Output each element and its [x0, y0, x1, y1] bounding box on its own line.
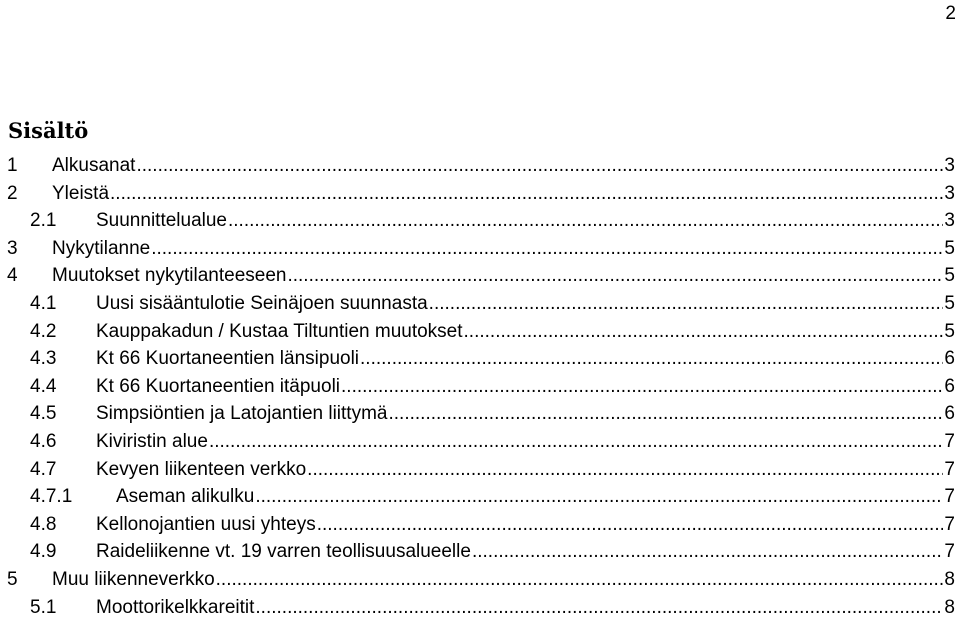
- table-of-contents: [0, 154, 959, 623]
- toc-entry-page: 5: [943, 238, 955, 260]
- toc-entry[interactable]: [0, 237, 959, 265]
- toc-entry-number: 5.1: [30, 597, 56, 619]
- toc-entry-title: Kiviristin alue: [96, 431, 209, 453]
- toc-entry[interactable]: [0, 540, 959, 568]
- dot-leader: [110, 183, 943, 205]
- toc-entry-title: Muu liikenneverkko: [52, 569, 216, 591]
- dot-leader: [255, 597, 943, 619]
- toc-entry[interactable]: [0, 458, 959, 486]
- toc-entry[interactable]: [0, 513, 959, 541]
- toc-entry-number: 3: [7, 238, 18, 260]
- dot-leader: [287, 265, 943, 287]
- dot-leader: [429, 293, 944, 315]
- toc-entry-number: 4.7.1: [30, 486, 72, 508]
- toc-entry-number: 4.3: [30, 348, 56, 370]
- dot-leader: [151, 238, 943, 260]
- toc-entry-title: Aseman alikulku: [116, 486, 255, 508]
- toc-entry-page: 7: [943, 431, 955, 453]
- dot-leader: [136, 155, 943, 177]
- dot-leader: [472, 541, 943, 563]
- toc-entry-page: 3: [943, 183, 955, 205]
- toc-entry-number: 4.4: [30, 376, 56, 398]
- toc-entry-number: 2.1: [30, 210, 56, 232]
- toc-entry-page: 6: [943, 403, 955, 425]
- toc-entry-title: Yleistä: [52, 183, 110, 205]
- toc-entry[interactable]: [0, 182, 959, 210]
- toc-entry-page: 7: [943, 541, 955, 563]
- toc-entry-page: 3: [943, 155, 955, 177]
- toc-entry[interactable]: [0, 485, 959, 513]
- toc-entry-page: 5: [943, 293, 955, 315]
- toc-entry-title: Kellonojantien uusi yhteys: [96, 514, 317, 536]
- toc-entry[interactable]: [0, 264, 959, 292]
- toc-entry-title: Kt 66 Kuortaneentien länsipuoli: [96, 348, 360, 370]
- toc-entry[interactable]: [0, 402, 959, 430]
- toc-entry-number: 4: [7, 265, 18, 287]
- toc-entry-title: Simpsiöntien ja Latojantien liittymä: [96, 403, 389, 425]
- toc-entry[interactable]: [0, 209, 959, 237]
- dot-leader: [360, 348, 943, 370]
- dot-leader: [389, 403, 944, 425]
- toc-entry-page: 3: [943, 210, 955, 232]
- toc-entry-title: Moottorikelkkareitit: [96, 597, 255, 619]
- toc-entry-title: Suunnittelualue: [96, 210, 228, 232]
- toc-entry-title: Alkusanat: [52, 155, 136, 177]
- toc-heading: Sisältö: [8, 117, 88, 145]
- toc-entry-number: 4.9: [30, 541, 56, 563]
- toc-entry-title: Kauppakadun / Kustaa Tiltuntien muutokset: [96, 321, 464, 343]
- toc-entry-number: 4.1: [30, 293, 56, 315]
- toc-entry-page: 6: [943, 376, 955, 398]
- toc-entry-page: 5: [943, 321, 955, 343]
- toc-entry-title: Raideliikenne vt. 19 varren teollisuusalueelle: [96, 541, 472, 563]
- page-number: 2: [945, 2, 956, 26]
- toc-entry-number: 4.5: [30, 403, 56, 425]
- toc-entry-title: Muutokset nykytilanteeseen: [52, 265, 287, 287]
- toc-entry-page: 8: [943, 569, 955, 591]
- toc-entry[interactable]: [0, 320, 959, 348]
- toc-entry[interactable]: [0, 154, 959, 182]
- dot-leader: [216, 569, 944, 591]
- toc-entry[interactable]: [0, 292, 959, 320]
- toc-entry-page: 7: [943, 514, 955, 536]
- toc-entry-number: 4.8: [30, 514, 56, 536]
- toc-entry[interactable]: [0, 347, 959, 375]
- toc-entry-number: 1: [7, 155, 18, 177]
- toc-entry-page: 5: [943, 265, 955, 287]
- toc-entry-number: 4.6: [30, 431, 56, 453]
- dot-leader: [209, 431, 943, 453]
- toc-entry-title: Nykytilanne: [52, 238, 151, 260]
- dot-leader: [464, 321, 944, 343]
- toc-entry-title: Kt 66 Kuortaneentien itäpuoli: [96, 376, 341, 398]
- toc-entry-title: Kevyen liikenteen verkko: [96, 459, 307, 481]
- dot-leader: [255, 486, 943, 508]
- toc-entry-page: 8: [943, 597, 955, 619]
- toc-entry-number: 5: [7, 569, 18, 591]
- toc-entry-title: Uusi sisääntulotie Seinäjoen suunnasta: [96, 293, 429, 315]
- dot-leader: [341, 376, 943, 398]
- toc-entry-page: 6: [943, 348, 955, 370]
- toc-entry[interactable]: [0, 568, 959, 596]
- dot-leader: [307, 459, 943, 481]
- dot-leader: [317, 514, 944, 536]
- toc-entry-number: 2: [7, 183, 18, 205]
- toc-entry[interactable]: [0, 596, 959, 623]
- toc-entry-number: 4.7: [30, 459, 56, 481]
- toc-entry-page: 7: [943, 459, 955, 481]
- dot-leader: [228, 210, 943, 232]
- toc-entry[interactable]: [0, 430, 959, 458]
- toc-entry-page: 7: [943, 486, 955, 508]
- toc-entry-number: 4.2: [30, 321, 56, 343]
- toc-entry[interactable]: [0, 375, 959, 403]
